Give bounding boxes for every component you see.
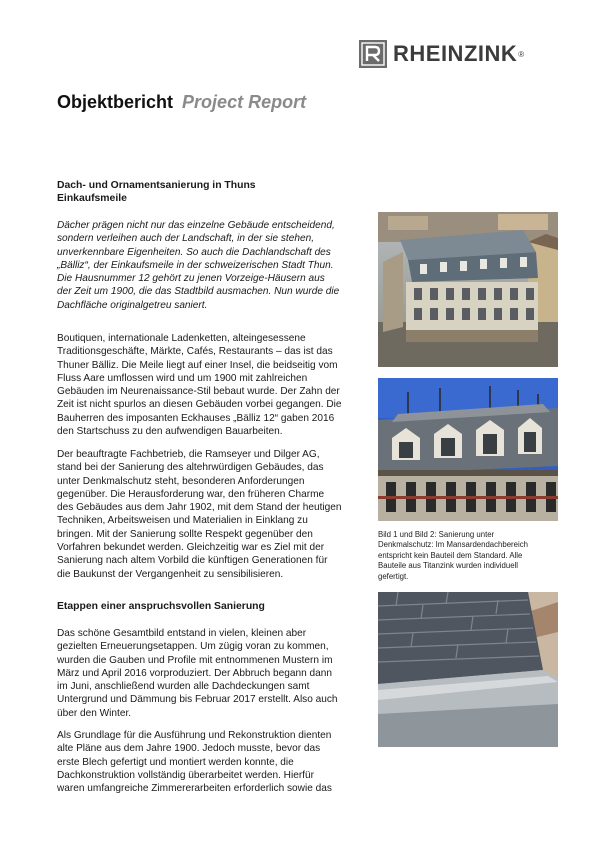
rheinzink-logo-mark [359,40,387,68]
body-paragraph-2 [57,448,369,581]
text-line: Die Hausnummer 12 gehört zu jenen Vorzeige-Häusern aus [57,273,325,285]
text-line: Boutiquen, internationale Ladenketten, alteingesessene [57,333,306,344]
zinc-roof-detail-image [378,592,558,747]
text-line: Dächer prägen nicht nur das einzelne Gebäude entscheidend, [57,220,335,231]
section-subheading: Etappen einer anspruchsvollen Sanierung [57,601,265,612]
text-line: Das schöne Gesamtbild entstand in vielen, kleinen aber [57,628,307,639]
text-line: März und April 2016 vorproduziert. Der Abbruch begann dann [57,667,332,679]
text-line: Fluss Aare umflossen wird und um 1900 mit zahlreichen [57,372,308,384]
article-title-line: Einkaufsmeile [57,193,127,205]
body-paragraph-3 [57,627,369,720]
text-line: der Zeit um 1900, die das Stadtbild ausmachen. Nun wurde die [57,286,340,298]
text-line: im Juni, anschließend wurden alle Dachdeckungen samt [57,681,310,693]
body-paragraph-4 [57,729,369,795]
mansard-roof-image [378,378,558,521]
text-line: Der beauftragte Fachbetrieb, die Ramseyer und Dilger AG, [57,449,320,460]
photo-building-aerial [378,212,558,367]
text-line: Zeit ist nicht spurlos an diesen Gebäuden vorbei gegangen. Die [57,399,342,411]
intro-paragraph [57,219,369,312]
body-paragraph-1 [57,332,369,438]
text-line: Bauherren des imposanten Eckhauses „Bälliz 12“ gaben 2016 [57,412,335,424]
text-line: Thuner Bälliz. Die Meile liegt auf einer Insel, die beidseitig vom [57,359,338,371]
brand-name: RHEINZINK [393,41,518,66]
building-aerial-image [378,212,558,367]
text-line: Untergrund und Dämmung bis Februar 2017 erstellt. Also auch [57,694,338,706]
text-line: gezielten Erneuerungsetappen. Um zügig voran zu kommen, [57,641,329,653]
text-line: den Startschuss zu den aufwendigen Bauarbeiten. [57,426,283,438]
text-line: Als Grundlage für die Ausführung und Rekonstruktion dienten [57,730,332,741]
text-line: sondern verleihen auch der Landschaft, in der sie stehen, [57,233,314,245]
article-title-line: Dach- und Ornamentsanierung in Thuns [57,180,256,191]
photo-mansard-roof [378,378,558,521]
text-line: Sanierung nach altem Vorbild die künftigen Generationen für [57,555,328,567]
text-line: bringen. Mit der Sanierung sollte Respekt gegenüber den [57,528,313,540]
caption-line: Denkmalschutz: Im Mansardendachbereich [378,540,528,550]
text-line: waren umfangreiche Zimmererarbeiten erforderlich sowie das [57,783,332,795]
caption-line: Bild 1 und Bild 2: Sanierung unter [378,530,495,539]
photo-zinc-roof-detail [378,592,558,747]
caption-line: Bauteile aus Titanzink wurden individuell [378,561,518,571]
text-line: erste Blech gefertigt und montiert werden konnte, die [57,756,294,768]
text-line: unverkennbare Eigenheiten. So auch die Dachlandschaft des [57,246,331,258]
text-line: Dachkonstruktion vollständig überarbeitet werden. Hierfür [57,769,314,781]
text-line: stand bei der Sanierung des altehrwürdigen Gebäudes, das [57,462,324,474]
caption-line: gefertigt. [378,571,409,581]
text-line: über den Winter. [57,707,132,719]
text-line: „Bälliz“, der Einkaufsmeile in der schweizerischen Stadt Thun. [57,259,334,271]
article-title [57,179,369,206]
page-title [57,92,306,113]
caption-line: entspricht kein Bauteil dem Standard. Alle [378,550,523,560]
rheinzink-mark-icon [359,40,387,68]
text-line: wurden die Gauben und Profile mit entnommenen Mustern im [57,654,333,666]
text-line: Traditionsgeschäfte, Märkte, Cafés, Restaurants – das ist das [57,346,333,358]
text-line: des Gebäudes aus dem Jahr 1902, mit dem Stand der heutigen [57,502,342,514]
text-line: Gebäuden im Neurenaissance-Stil bebaut wurde. Der Zahn der [57,386,340,398]
text-line: Dachfläche originalgetreu saniert. [57,299,208,311]
registered-mark: ® [518,49,525,59]
title-german: Objektbericht [57,92,174,112]
text-line: alte Pläne aus dem Jahre 1900. Jedoch musste, bevor das [57,743,321,755]
title-english: Project Report [182,92,307,112]
rheinzink-logo [359,39,524,69]
text-line: die Baukunst der Vergangenheit zu sensibilisieren. [57,568,284,580]
text-line: gegenüber. Die Herausforderung war, den früheren Charme [57,488,325,500]
text-line: Vorfahren bekundet werden. Gleichzeitig war es Ziel mit der [57,542,325,554]
text-line: Techniken, Arbeitsweisen und Materialien in Einklang zu [57,515,308,527]
text-line: unter Denkmalschutz steht, besonderen Anforderungen [57,475,305,487]
photo-caption [378,530,578,582]
